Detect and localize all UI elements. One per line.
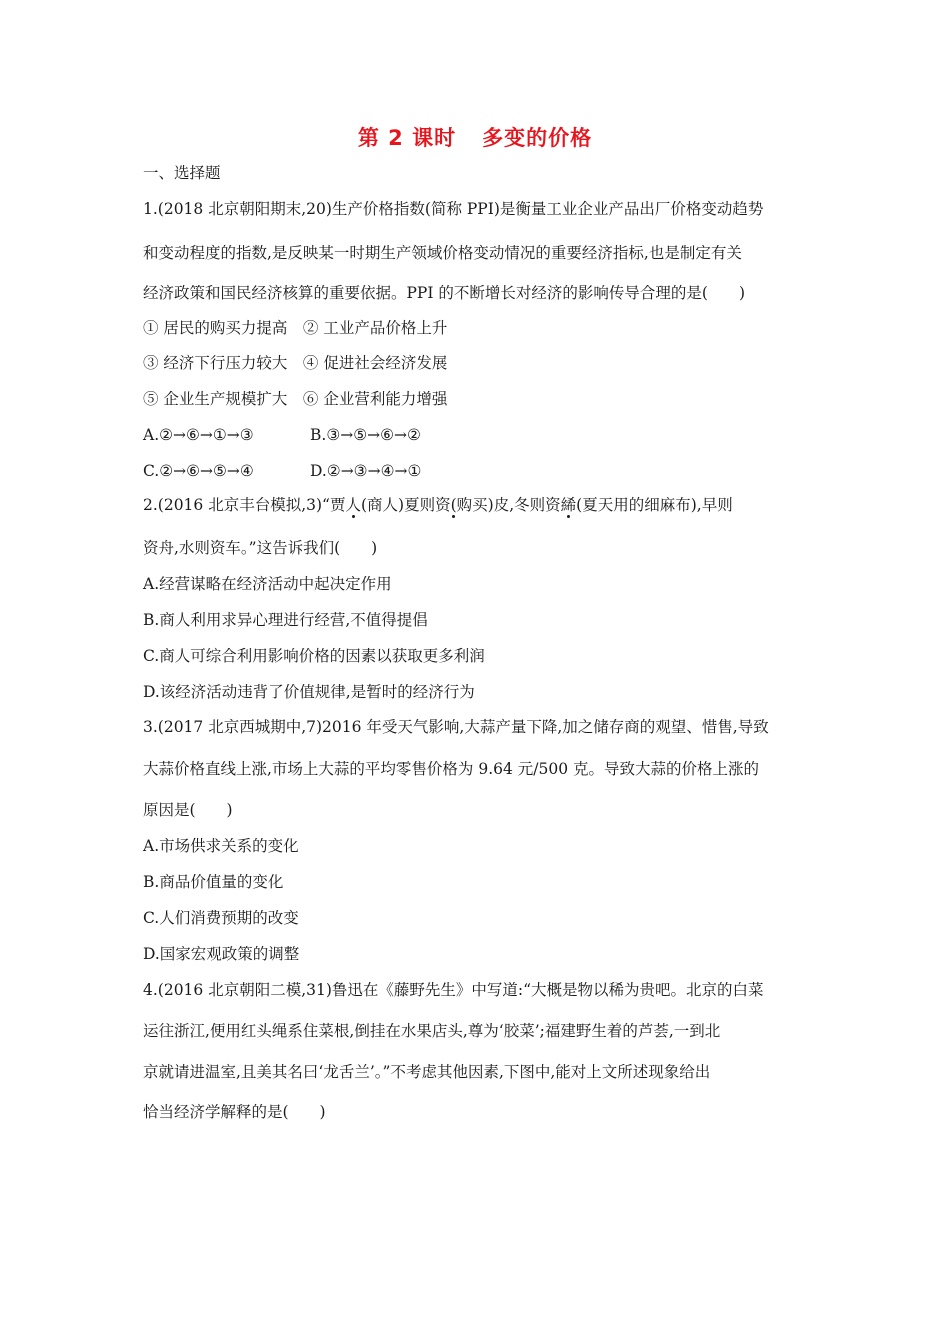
q3-stem-line2: 大蒜价格直线上涨,市场上大蒜的平均零售价格为 9.64 元/500 克。导致大蒜的价格上涨的 xyxy=(143,760,760,778)
q1-stem-line3: 经济政策和国民经济核算的重要依据。PPI 的不断增长对经济的影响传导合理的是( ) xyxy=(143,284,746,302)
q1-statements-row1: ① 居民的购买力提高 ② 工业产品价格上升 xyxy=(143,319,448,337)
q1-option-a: A.②→⑥→①→③ xyxy=(143,426,254,444)
q1-statements-row2: ③ 经济下行压力较大 ④ 促进社会经济发展 xyxy=(143,354,448,372)
page-title xyxy=(0,122,950,152)
q3-option-b: B.商品价值量的变化 xyxy=(143,873,284,891)
section-heading: 一、选择题 xyxy=(143,164,221,182)
q2-option-d: D.该经济活动违背了价值规律,是暂时的经济行为 xyxy=(143,683,475,701)
q4-stem-line4: 恰当经济学解释的是( ) xyxy=(143,1103,326,1121)
q3-option-a: A.市场供求关系的变化 xyxy=(143,837,299,855)
q4-stem-line1: 4.(2016 北京朝阳二模,31)鲁迅在《藤野先生》中写道:“大概是物以稀为贵吧。北京的白菜 xyxy=(143,981,764,999)
title-topic: 多变的价格 xyxy=(482,126,593,150)
q1-statements-row3: ⑤ 企业生产规模扩大 ⑥ 企业营利能力增强 xyxy=(143,390,448,408)
q2-option-c: C.商人可综合利用影响价格的因素以获取更多利润 xyxy=(143,647,485,665)
q2-stem-line2: 资舟,水则资车。”这告诉我们( ) xyxy=(143,539,378,557)
q3-option-c: C.人们消费预期的改变 xyxy=(143,909,299,927)
q2-stem-text: 购买)皮,冬则资 xyxy=(456,496,561,514)
q4-stem-line2: 运往浙江,便用红头绳系住菜根,倒挂在水果店头,尊为‘胶菜’;福建野生着的芦荟,一到北 xyxy=(143,1022,721,1040)
q3-option-d: D.国家宏观政策的调整 xyxy=(143,945,300,963)
q1-option-d: D.②→③→④→① xyxy=(310,462,422,480)
q1-option-b: B.③→⑤→⑥→② xyxy=(310,426,421,444)
q2-stem-text: (夏天用的细麻布),早则 xyxy=(576,496,733,514)
q2-option-b: B.商人利用求异心理进行经营,不值得提倡 xyxy=(143,611,428,629)
q1-option-c: C.②→⑥→⑤→④ xyxy=(143,462,254,480)
q4-stem-line3: 京就请进温室,且美其名曰‘龙舌兰’。”不考虑其他因素,下图中,能对上文所述现象给出 xyxy=(143,1063,711,1081)
title-lesson: 第 2 课时 xyxy=(357,126,457,150)
q1-stem-line1: 1.(2018 北京朝阳期末,20)生产价格指数(简称 PPI)是衡量工业企业产品出厂价格变动趋势 xyxy=(143,200,764,218)
q2-stem-text: 2.(2016 北京丰台模拟,3)“贾 xyxy=(143,496,346,514)
q2-emphasis-char: 絺 xyxy=(560,496,577,514)
q2-emphasis-char: ( xyxy=(450,496,457,514)
q2-option-a: A.经营谋略在经济活动中起决定作用 xyxy=(143,575,392,593)
q2-stem-line1 xyxy=(143,494,823,516)
q3-stem-line1: 3.(2017 北京西城期中,7)2016 年受天气影响,大蒜产量下降,加之储存商的观望、惜售,导致 xyxy=(143,718,769,736)
q2-stem-text: (商人)夏则资 xyxy=(361,496,451,514)
q3-stem-line3: 原因是( ) xyxy=(143,801,233,819)
q2-emphasis-char: 人 xyxy=(345,496,361,514)
q1-stem-line2: 和变动程度的指数,是反映某一时期生产领域价格变动情况的重要经济指标,也是制定有关 xyxy=(143,244,742,262)
